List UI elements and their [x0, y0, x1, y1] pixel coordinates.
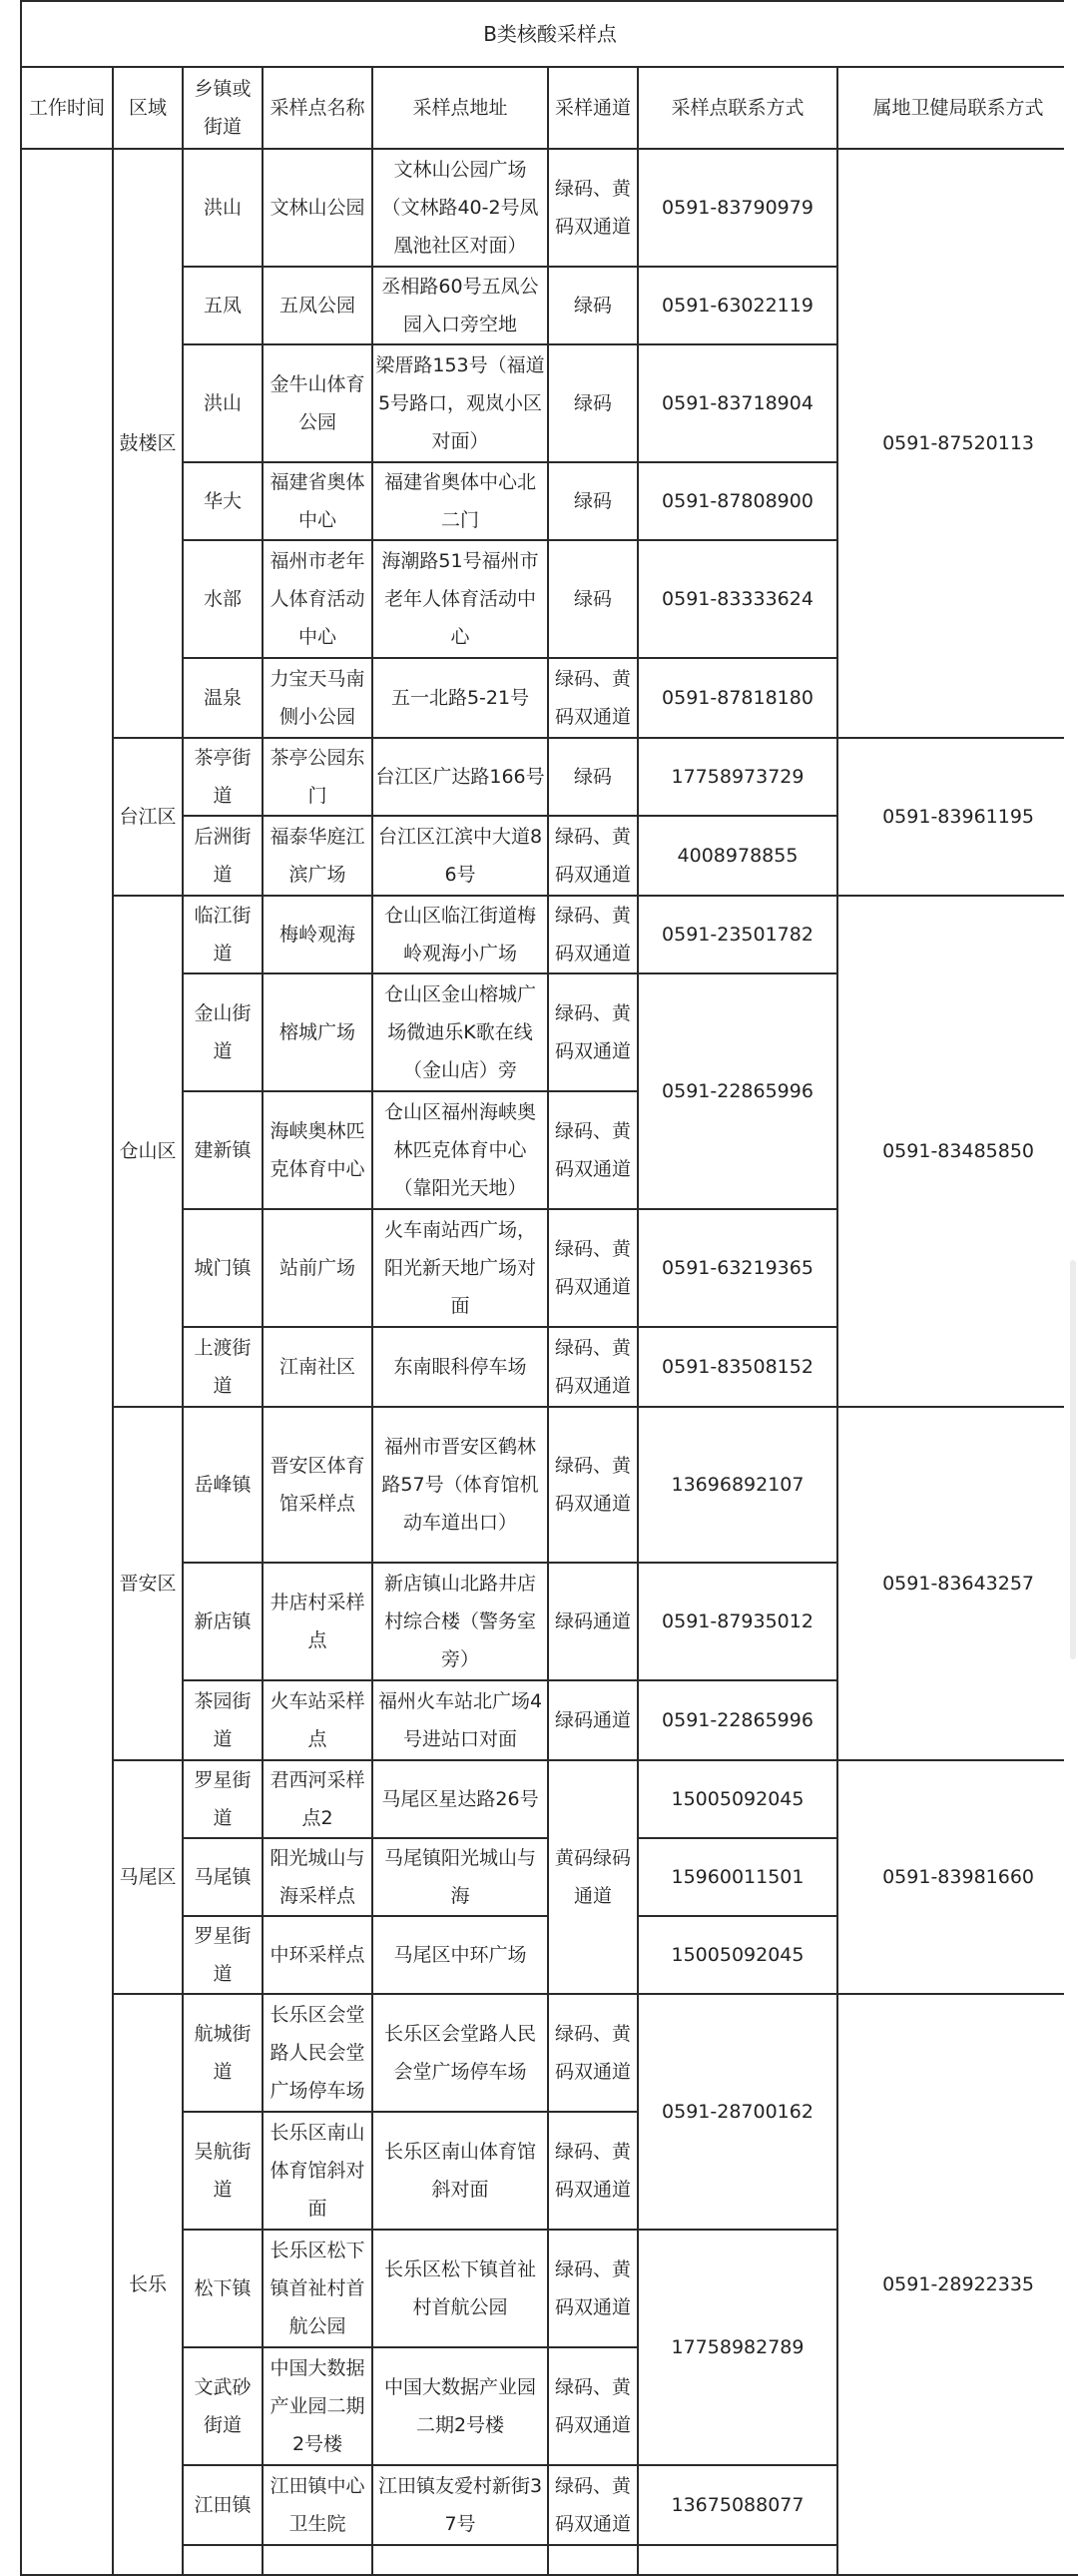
- site-phone-cell: 0591-87808900: [638, 462, 837, 540]
- town-cell: 温泉: [183, 658, 263, 738]
- table-row: [21, 1760, 1078, 1838]
- site-name-cell: 金牛山体育公园: [263, 344, 372, 462]
- site-name-cell: 海峡奥林匹克体育中心: [263, 1091, 372, 1209]
- site-phone-cell: 4008978855: [638, 816, 837, 896]
- channel-cell: 绿码、黄码双通道: [548, 2230, 638, 2347]
- site-phone-cell: 0591-83718904: [638, 344, 837, 462]
- site-address-cell: 新店镇山北路井店村综合楼（警务室旁）: [372, 1563, 548, 1680]
- health-phone-cell: 0591-83485850: [837, 896, 1078, 1407]
- channel-cell: 绿码: [548, 344, 638, 462]
- site-phone-cell: 0591-63219365: [638, 1209, 837, 1327]
- town-cell: 岳峰镇: [183, 1407, 263, 1563]
- site-name-cell: 井店村采样点: [263, 1563, 372, 1680]
- site-address-cell: 长乐区松下镇首祉村首航公园: [372, 2230, 548, 2347]
- town-cell: 茶园街道: [183, 1680, 263, 1760]
- sampling-points-table: [20, 0, 1078, 2576]
- district-cell: 鼓楼区: [113, 149, 183, 738]
- channel-cell: 绿码、黄码双通道: [548, 896, 638, 973]
- site-name-cell: 福泰华庭江滨广场: [263, 816, 372, 896]
- site-address-cell: 台江区广达路166号: [372, 738, 548, 816]
- town-cell: 洪山: [183, 149, 263, 267]
- site-address-cell: 福建省奥体中心北二门: [372, 462, 548, 540]
- town-cell: 五凤: [183, 267, 263, 344]
- channel-cell: 绿码: [548, 462, 638, 540]
- site-phone-cell: 0591-23501782: [638, 896, 837, 973]
- channel-cell: 绿码: [548, 738, 638, 816]
- table-row: [21, 738, 1078, 816]
- site-phone-cell: 0591-22865996: [638, 1680, 837, 1760]
- town-cell: 华大: [183, 462, 263, 540]
- town-cell: 建新镇: [183, 1091, 263, 1209]
- site-name-cell: [263, 2545, 372, 2575]
- header-district: 区域: [113, 67, 183, 149]
- site-phone-cell: 0591-83508152: [638, 1327, 837, 1407]
- site-phone-cell: 0591-87818180: [638, 658, 837, 738]
- town-cell: 罗星街道: [183, 1760, 263, 1838]
- channel-cell: 绿码、黄码双通道: [548, 973, 638, 1091]
- site-phone-cell: 0591-83333624: [638, 540, 837, 658]
- site-name-cell: 长乐区松下镇首祉村首航公园: [263, 2230, 372, 2347]
- site-address-cell: 马尾区中环广场: [372, 1916, 548, 1994]
- health-phone-cell: 0591-83643257: [837, 1407, 1078, 1760]
- town-cell: 文武砂街道: [183, 2347, 263, 2465]
- town-cell: 上渡街道: [183, 1327, 263, 1407]
- site-address-cell: 福州市晋安区鹤林路57号（体育馆机动车道出口）: [372, 1407, 548, 1563]
- site-name-cell: 梅岭观海: [263, 896, 372, 973]
- site-name-cell: 君西河采样点2: [263, 1760, 372, 1838]
- channel-cell: 绿码、黄码双通道: [548, 1209, 638, 1327]
- header-channel: 采样通道: [548, 67, 638, 149]
- site-address-cell: 仓山区福州海峡奥林匹克体育中心（靠阳光天地）: [372, 1091, 548, 1209]
- site-address-cell: 梁厝路153号（福道5号路口，观岚小区对面）: [372, 344, 548, 462]
- site-address-cell: 东南眼科停车场: [372, 1327, 548, 1407]
- table-row: [21, 1407, 1078, 1563]
- header-site-phone: 采样点联系方式: [638, 67, 837, 149]
- town-cell: 航城街道: [183, 1994, 263, 2112]
- channel-cell: 绿码、黄码双通道: [548, 816, 638, 896]
- site-address-cell: 江田镇友爱村新街37号: [372, 2465, 548, 2545]
- district-cell: 台江区: [113, 738, 183, 896]
- site-address-cell: 仓山区金山榕城广场微迪乐K歌在线（金山店）旁: [372, 973, 548, 1091]
- site-phone-cell: 0591-28700162: [638, 1994, 837, 2230]
- channel-cell: 绿码通道: [548, 1563, 638, 1680]
- site-phone-cell: 15960011501: [638, 1838, 837, 1916]
- site-phone-cell: 13675088077: [638, 2465, 837, 2545]
- channel-cell: 绿码、黄码双通道: [548, 658, 638, 738]
- header-health-phone: 属地卫健局联系方式: [837, 67, 1078, 149]
- channel-cell: 绿码、黄码双通道: [548, 1994, 638, 2112]
- health-phone-cell: 0591-83981660: [837, 1760, 1078, 1994]
- town-cell: 罗星街道: [183, 1916, 263, 1994]
- town-cell: 城门镇: [183, 1209, 263, 1327]
- table-title: B类核酸采样点: [21, 1, 1078, 67]
- channel-cell: 绿码、黄码双通道: [548, 2347, 638, 2465]
- site-name-cell: 火车站采样点: [263, 1680, 372, 1760]
- site-phone-cell: 17758982789: [638, 2230, 837, 2465]
- header-town: 乡镇或街道: [183, 67, 263, 149]
- site-phone-cell: 0591-63022119: [638, 267, 837, 344]
- site-address-cell: 长乐区南山体育馆斜对面: [372, 2112, 548, 2230]
- header-row: [21, 67, 1078, 149]
- site-phone-cell: 15005092045: [638, 1916, 837, 1994]
- site-name-cell: 福建省奥体中心: [263, 462, 372, 540]
- channel-cell: 绿码: [548, 540, 638, 658]
- health-phone-cell: 0591-83961195: [837, 738, 1078, 896]
- site-name-cell: 江南社区: [263, 1327, 372, 1407]
- site-address-cell: [372, 2545, 548, 2575]
- site-phone-cell: 0591-22865996: [638, 973, 837, 1209]
- site-name-cell: 中国大数据产业园二期2号楼: [263, 2347, 372, 2465]
- title-row: [21, 1, 1078, 67]
- site-name-cell: 站前广场: [263, 1209, 372, 1327]
- site-name-cell: 力宝天马南侧小公园: [263, 658, 372, 738]
- channel-cell: [548, 2545, 638, 2575]
- site-address-cell: 福州火车站北广场4号进站口对面: [372, 1680, 548, 1760]
- site-address-cell: 马尾区星达路26号: [372, 1760, 548, 1838]
- site-address-cell: 台江区江滨中大道86号: [372, 816, 548, 896]
- town-cell: 茶亭街道: [183, 738, 263, 816]
- table-row: [21, 1994, 1078, 2112]
- site-phone-cell: 17758973729: [638, 738, 837, 816]
- town-cell: 新店镇: [183, 1563, 263, 1680]
- site-name-cell: 长乐区会堂路人民会堂广场停车场: [263, 1994, 372, 2112]
- site-phone-cell: 0591-83790979: [638, 149, 837, 267]
- site-phone-cell: 13696892107: [638, 1407, 837, 1563]
- district-cell: 仓山区: [113, 896, 183, 1407]
- channel-cell: 绿码: [548, 267, 638, 344]
- town-cell: 洪山: [183, 344, 263, 462]
- site-address-cell: 五一北路5-21号: [372, 658, 548, 738]
- site-address-cell: 长乐区会堂路人民会堂广场停车场: [372, 1994, 548, 2112]
- channel-cell: 绿码、黄码双通道: [548, 1091, 638, 1209]
- channel-cell: 绿码、黄码双通道: [548, 1407, 638, 1563]
- site-name-cell: 福州市老年人体育活动中心: [263, 540, 372, 658]
- health-phone-cell: 0591-87520113: [837, 149, 1078, 738]
- site-address-cell: 中国大数据产业园二期2号楼: [372, 2347, 548, 2465]
- site-address-cell: 马尾镇阳光城山与海: [372, 1838, 548, 1916]
- site-phone-cell: 15005092045: [638, 1760, 837, 1838]
- site-name-cell: 阳光城山与海采样点: [263, 1838, 372, 1916]
- work-time-cell: [21, 149, 113, 2575]
- town-cell: 江田镇: [183, 2465, 263, 2545]
- table-row: [21, 149, 1078, 267]
- site-address-cell: 火车南站西广场，阳光新天地广场对面: [372, 1209, 548, 1327]
- site-address-cell: 丞相路60号五凤公园入口旁空地: [372, 267, 548, 344]
- town-cell: 临江街道: [183, 896, 263, 973]
- channel-cell: 绿码、黄码双通道: [548, 149, 638, 267]
- town-cell: 马尾镇: [183, 1838, 263, 1916]
- channel-cell: 黄码绿码通道: [548, 1760, 638, 1994]
- town-cell: 后洲街道: [183, 816, 263, 896]
- page-edge: [1064, 0, 1078, 2526]
- table-row: [21, 896, 1078, 973]
- site-name-cell: 长乐区南山体育馆斜对面: [263, 2112, 372, 2230]
- site-name-cell: 江田镇中心卫生院: [263, 2465, 372, 2545]
- district-cell: 晋安区: [113, 1407, 183, 1760]
- channel-cell: 绿码、黄码双通道: [548, 2465, 638, 2545]
- site-address-cell: 文林山公园广场（文林路40-2号凤凰池社区对面）: [372, 149, 548, 267]
- town-cell: 水部: [183, 540, 263, 658]
- site-name-cell: 五凤公园: [263, 267, 372, 344]
- site-name-cell: 中环采样点: [263, 1916, 372, 1994]
- header-work-time: 工作时间: [21, 67, 113, 149]
- channel-cell: 绿码、黄码双通道: [548, 1327, 638, 1407]
- site-name-cell: 茶亭公园东门: [263, 738, 372, 816]
- site-name-cell: 文林山公园: [263, 149, 372, 267]
- site-name-cell: 晋安区体育馆采样点: [263, 1407, 372, 1563]
- district-cell: 长乐: [113, 1994, 183, 2575]
- header-site-address: 采样点地址: [372, 67, 548, 149]
- site-phone-cell: 0591-87935012: [638, 1563, 837, 1680]
- channel-cell: 绿码通道: [548, 1680, 638, 1760]
- channel-cell: 绿码、黄码双通道: [548, 2112, 638, 2230]
- site-address-cell: 海潮路51号福州市老年人体育活动中心: [372, 540, 548, 658]
- header-site-name: 采样点名称: [263, 67, 372, 149]
- town-cell: 松下镇: [183, 2230, 263, 2347]
- health-phone-cell: 0591-28922335: [837, 1994, 1078, 2575]
- district-cell: 马尾区: [113, 1760, 183, 1994]
- site-address-cell: 仓山区临江街道梅岭观海小广场: [372, 896, 548, 973]
- scroll-indicator[interactable]: [1070, 1260, 1076, 1659]
- town-cell: 金山街道: [183, 973, 263, 1091]
- site-phone-cell: [638, 2545, 837, 2575]
- town-cell: [183, 2545, 263, 2575]
- town-cell: 吴航街道: [183, 2112, 263, 2230]
- site-name-cell: 榕城广场: [263, 973, 372, 1091]
